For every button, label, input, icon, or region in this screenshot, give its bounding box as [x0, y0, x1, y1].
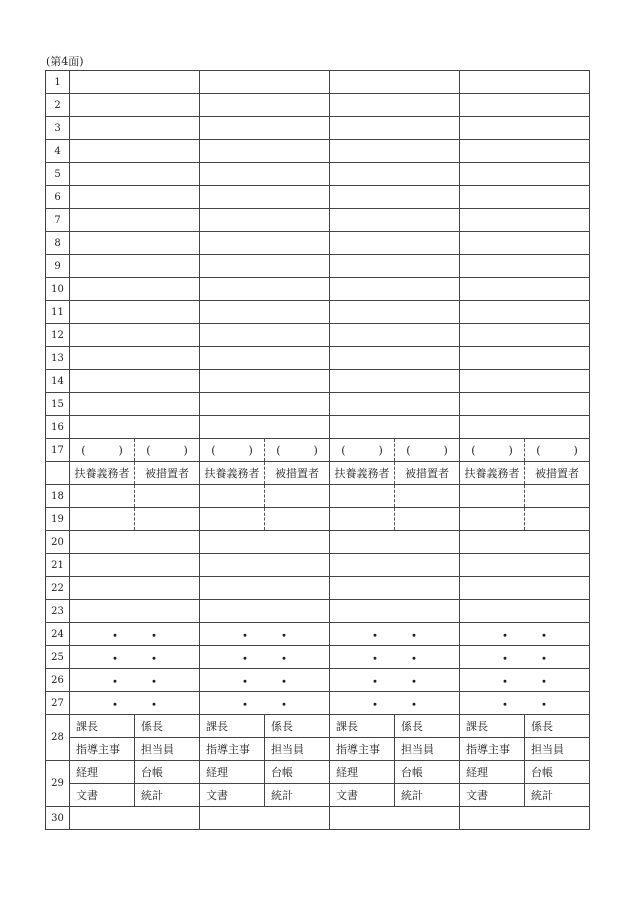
paren-field[interactable]: ( ) [460, 439, 525, 462]
row-number: 21 [46, 554, 70, 577]
date-field[interactable] [200, 669, 330, 692]
date-separator-dot: ・ [498, 674, 512, 690]
date-field[interactable] [460, 623, 590, 646]
entry-cell[interactable] [460, 600, 590, 623]
table-row [46, 692, 590, 715]
header-obligor: 扶養義務者 [330, 462, 395, 485]
entry-cell[interactable] [70, 71, 200, 94]
approval-stamp-cell[interactable]: 統計 [525, 784, 590, 807]
entry-cell[interactable] [330, 416, 460, 439]
entry-cell[interactable] [395, 485, 460, 508]
date-field[interactable] [70, 669, 200, 692]
table-row [46, 71, 590, 94]
page-title: (第4面) [46, 55, 84, 68]
date-separator-dot: ・ [368, 697, 382, 713]
date-separator-dot: ・ [537, 628, 551, 644]
approval-stamp-cell[interactable]: 統計 [135, 784, 200, 807]
entry-cell[interactable] [330, 554, 460, 577]
table-row [46, 301, 590, 324]
entry-cell[interactable] [200, 117, 330, 140]
approval-stamp-cell[interactable]: 経理 [200, 761, 265, 784]
table-row [46, 94, 590, 117]
entry-cell[interactable] [200, 508, 265, 531]
approval-stamp-cell[interactable]: 係長 [525, 715, 590, 738]
entry-cell[interactable] [200, 301, 330, 324]
entry-cell[interactable] [200, 255, 330, 278]
entry-cell[interactable] [460, 232, 590, 255]
row-number: 6 [46, 186, 70, 209]
table-row [46, 232, 590, 255]
entry-cell[interactable] [70, 140, 200, 163]
paren-field[interactable]: ( ) [135, 439, 200, 462]
row-number: 5 [46, 163, 70, 186]
entry-cell[interactable] [330, 278, 460, 301]
row-number: 25 [46, 646, 70, 669]
entry-cell[interactable] [460, 255, 590, 278]
table-row [46, 278, 590, 301]
approval-stamp-cell[interactable]: 統計 [265, 784, 330, 807]
entry-cell[interactable] [460, 554, 590, 577]
approval-stamp-cell[interactable]: 文書 [460, 784, 525, 807]
table-row [46, 209, 590, 232]
entry-cell[interactable] [70, 186, 200, 209]
table-row [46, 669, 590, 692]
entry-cell[interactable] [460, 807, 590, 830]
entry-cell[interactable] [135, 508, 200, 531]
header-placed-person: 被措置者 [265, 462, 330, 485]
table-row [46, 577, 590, 600]
entry-cell[interactable] [200, 531, 330, 554]
header-obligor: 扶養義務者 [460, 462, 525, 485]
date-separator-dot: ・ [498, 651, 512, 667]
date-separator-dot: ・ [368, 674, 382, 690]
paren-field[interactable]: ( ) [200, 439, 265, 462]
date-separator-dot: ・ [108, 628, 122, 644]
approval-stamp-cell[interactable]: 経理 [70, 761, 135, 784]
entry-cell[interactable] [265, 508, 330, 531]
row-number: 10 [46, 278, 70, 301]
entry-cell[interactable] [70, 554, 200, 577]
table-row [46, 140, 590, 163]
entry-cell[interactable] [200, 370, 330, 393]
approval-stamp-cell[interactable]: 課長 [200, 715, 265, 738]
entry-cell[interactable] [70, 117, 200, 140]
row-number: 26 [46, 669, 70, 692]
row-number: 27 [46, 692, 70, 715]
table-row [46, 623, 590, 646]
approval-stamp-cell[interactable]: 課長 [330, 715, 395, 738]
entry-cell[interactable] [200, 232, 330, 255]
approval-stamp-cell[interactable]: 担当員 [395, 738, 460, 761]
entry-cell[interactable] [330, 232, 460, 255]
row-number: 11 [46, 301, 70, 324]
approval-stamp-cell[interactable]: 台帳 [135, 761, 200, 784]
entry-cell[interactable] [460, 370, 590, 393]
entry-cell[interactable] [460, 324, 590, 347]
date-separator-dot: ・ [108, 674, 122, 690]
entry-cell[interactable] [460, 301, 590, 324]
approval-stamp-cell[interactable]: 指導主事 [200, 738, 265, 761]
entry-cell[interactable] [330, 393, 460, 416]
entry-cell[interactable] [70, 393, 200, 416]
approval-stamp-cell[interactable]: 指導主事 [460, 738, 525, 761]
approval-row [46, 715, 590, 738]
date-field[interactable] [70, 623, 200, 646]
date-field[interactable] [200, 692, 330, 715]
date-field[interactable] [330, 669, 460, 692]
table-row [46, 508, 590, 531]
entry-cell[interactable] [460, 71, 590, 94]
row-number: 16 [46, 416, 70, 439]
entry-cell[interactable] [200, 485, 265, 508]
date-separator-dot: ・ [407, 628, 421, 644]
approval-stamp-cell[interactable]: 台帳 [265, 761, 330, 784]
entry-cell[interactable] [330, 255, 460, 278]
date-separator-dot: ・ [108, 651, 122, 667]
row-number: 29 [46, 761, 70, 807]
approval-stamp-cell[interactable]: 係長 [395, 715, 460, 738]
entry-cell[interactable] [330, 117, 460, 140]
date-separator-dot: ・ [238, 651, 252, 667]
date-separator-dot: ・ [147, 697, 161, 713]
entry-cell[interactable] [330, 94, 460, 117]
date-separator-dot: ・ [537, 697, 551, 713]
row-number: 17 [46, 439, 70, 462]
date-field[interactable] [460, 669, 590, 692]
approval-row [46, 784, 590, 807]
approval-stamp-cell[interactable]: 統計 [395, 784, 460, 807]
entry-cell[interactable] [330, 324, 460, 347]
table-row [46, 807, 590, 830]
entry-cell[interactable] [200, 347, 330, 370]
entry-cell[interactable] [460, 577, 590, 600]
entry-cell[interactable] [460, 117, 590, 140]
entry-cell[interactable] [460, 347, 590, 370]
date-separator-dot: ・ [407, 651, 421, 667]
entry-cell[interactable] [200, 186, 330, 209]
row-number: 3 [46, 117, 70, 140]
entry-cell[interactable] [70, 347, 200, 370]
entry-cell[interactable] [330, 807, 460, 830]
row-number: 1 [46, 71, 70, 94]
form-table-container [45, 70, 590, 830]
date-separator-dot: ・ [147, 628, 161, 644]
entry-cell[interactable] [460, 163, 590, 186]
table-row [46, 646, 590, 669]
entry-cell[interactable] [200, 393, 330, 416]
header-placed-person: 被措置者 [525, 462, 590, 485]
date-field[interactable] [330, 623, 460, 646]
approval-stamp-cell[interactable]: 台帳 [525, 761, 590, 784]
table-row [46, 347, 590, 370]
table-row [46, 554, 590, 577]
entry-cell[interactable] [70, 577, 200, 600]
date-field[interactable] [70, 646, 200, 669]
table-row [46, 600, 590, 623]
row-number-empty [46, 462, 70, 485]
row-number: 12 [46, 324, 70, 347]
entry-cell[interactable] [460, 278, 590, 301]
table-row [46, 163, 590, 186]
approval-stamp-cell[interactable]: 係長 [135, 715, 200, 738]
form-table [45, 70, 590, 830]
row-number: 9 [46, 255, 70, 278]
entry-cell[interactable] [330, 508, 395, 531]
entry-cell[interactable] [460, 416, 590, 439]
header-placed-person: 被措置者 [395, 462, 460, 485]
entry-cell[interactable] [525, 485, 590, 508]
entry-cell[interactable] [200, 94, 330, 117]
entry-cell[interactable] [200, 163, 330, 186]
entry-cell[interactable] [200, 209, 330, 232]
entry-cell[interactable] [200, 140, 330, 163]
entry-cell[interactable] [200, 807, 330, 830]
date-separator-dot: ・ [277, 651, 291, 667]
entry-cell[interactable] [460, 393, 590, 416]
table-row [46, 324, 590, 347]
entry-cell[interactable] [70, 485, 135, 508]
row-number: 7 [46, 209, 70, 232]
header-obligor: 扶養義務者 [200, 462, 265, 485]
table-row [46, 416, 590, 439]
table-row [46, 255, 590, 278]
entry-cell[interactable] [525, 508, 590, 531]
approval-stamp-cell[interactable]: 文書 [200, 784, 265, 807]
entry-cell[interactable] [460, 186, 590, 209]
entry-cell[interactable] [200, 278, 330, 301]
entry-cell[interactable] [330, 71, 460, 94]
paren-field[interactable]: ( ) [70, 439, 135, 462]
date-separator-dot: ・ [147, 674, 161, 690]
entry-cell[interactable] [330, 370, 460, 393]
entry-cell[interactable] [70, 163, 200, 186]
row-number: 18 [46, 485, 70, 508]
date-separator-dot: ・ [498, 628, 512, 644]
date-field[interactable] [70, 692, 200, 715]
paren-field[interactable]: ( ) [330, 439, 395, 462]
date-separator-dot: ・ [368, 651, 382, 667]
entry-cell[interactable] [200, 554, 330, 577]
entry-cell[interactable] [135, 485, 200, 508]
entry-cell[interactable] [460, 531, 590, 554]
entry-cell[interactable] [330, 301, 460, 324]
entry-cell[interactable] [330, 600, 460, 623]
date-field[interactable] [460, 692, 590, 715]
row-number: 23 [46, 600, 70, 623]
row-number: 19 [46, 508, 70, 531]
approval-stamp-cell[interactable]: 課長 [70, 715, 135, 738]
entry-cell[interactable] [70, 255, 200, 278]
header-placed-person: 被措置者 [135, 462, 200, 485]
date-field[interactable] [330, 646, 460, 669]
entry-cell[interactable] [460, 94, 590, 117]
paren-field[interactable]: ( ) [265, 439, 330, 462]
date-separator-dot: ・ [277, 674, 291, 690]
table-row [46, 531, 590, 554]
entry-cell[interactable] [330, 485, 395, 508]
table-row [46, 186, 590, 209]
date-separator-dot: ・ [108, 697, 122, 713]
header-obligor: 扶養義務者 [70, 462, 135, 485]
table-row [46, 117, 590, 140]
entry-cell[interactable] [330, 140, 460, 163]
approval-stamp-cell[interactable]: 文書 [70, 784, 135, 807]
approval-stamp-cell[interactable]: 係長 [265, 715, 330, 738]
table-row [46, 485, 590, 508]
entry-cell[interactable] [70, 324, 200, 347]
date-separator-dot: ・ [407, 674, 421, 690]
date-field[interactable] [200, 646, 330, 669]
date-separator-dot: ・ [368, 628, 382, 644]
entry-cell[interactable] [70, 600, 200, 623]
entry-cell[interactable] [70, 508, 135, 531]
approval-row [46, 738, 590, 761]
entry-cell[interactable] [70, 370, 200, 393]
entry-cell[interactable] [70, 416, 200, 439]
entry-cell[interactable] [70, 278, 200, 301]
date-separator-dot: ・ [407, 697, 421, 713]
row-number: 28 [46, 715, 70, 761]
approval-stamp-cell[interactable]: 経理 [460, 761, 525, 784]
row-number: 22 [46, 577, 70, 600]
row-number: 14 [46, 370, 70, 393]
entry-cell[interactable] [460, 485, 525, 508]
row-number: 4 [46, 140, 70, 163]
date-separator-dot: ・ [498, 697, 512, 713]
entry-cell[interactable] [460, 140, 590, 163]
date-field[interactable] [200, 623, 330, 646]
entry-cell[interactable] [330, 209, 460, 232]
approval-stamp-cell[interactable]: 指導主事 [70, 738, 135, 761]
approval-row [46, 761, 590, 784]
row-number: 13 [46, 347, 70, 370]
row-number: 24 [46, 623, 70, 646]
entry-cell[interactable] [330, 531, 460, 554]
approval-stamp-cell[interactable]: 文書 [330, 784, 395, 807]
date-separator-dot: ・ [277, 628, 291, 644]
entry-cell[interactable] [265, 485, 330, 508]
entry-cell[interactable] [200, 577, 330, 600]
entry-cell[interactable] [70, 807, 200, 830]
date-separator-dot: ・ [238, 697, 252, 713]
approval-stamp-cell[interactable]: 担当員 [525, 738, 590, 761]
approval-stamp-cell[interactable]: 台帳 [395, 761, 460, 784]
sub-header-row [46, 462, 590, 485]
date-separator-dot: ・ [537, 651, 551, 667]
approval-stamp-cell[interactable]: 経理 [330, 761, 395, 784]
entry-cell[interactable] [395, 508, 460, 531]
entry-cell[interactable] [330, 186, 460, 209]
entry-cell[interactable] [70, 94, 200, 117]
row-number: 2 [46, 94, 70, 117]
entry-cell[interactable] [200, 71, 330, 94]
row-number: 20 [46, 531, 70, 554]
paren-field[interactable]: ( ) [525, 439, 590, 462]
entry-cell[interactable] [70, 531, 200, 554]
date-separator-dot: ・ [238, 674, 252, 690]
paren-field[interactable]: ( ) [395, 439, 460, 462]
approval-stamp-cell[interactable]: 指導主事 [330, 738, 395, 761]
approval-stamp-cell[interactable]: 課長 [460, 715, 525, 738]
date-field[interactable] [330, 692, 460, 715]
approval-stamp-cell[interactable]: 担当員 [135, 738, 200, 761]
entry-cell[interactable] [460, 209, 590, 232]
entry-cell[interactable] [70, 209, 200, 232]
entry-cell[interactable] [330, 577, 460, 600]
date-field[interactable] [460, 646, 590, 669]
date-separator-dot: ・ [147, 651, 161, 667]
approval-stamp-cell[interactable]: 担当員 [265, 738, 330, 761]
row-number: 30 [46, 807, 70, 830]
entry-cell[interactable] [200, 416, 330, 439]
entry-cell[interactable] [70, 301, 200, 324]
date-separator-dot: ・ [277, 697, 291, 713]
entry-cell[interactable] [330, 163, 460, 186]
row-number: 15 [46, 393, 70, 416]
entry-cell[interactable] [70, 232, 200, 255]
table-row [46, 393, 590, 416]
date-separator-dot: ・ [537, 674, 551, 690]
entry-cell[interactable] [330, 347, 460, 370]
entry-cell[interactable] [200, 600, 330, 623]
row-number: 8 [46, 232, 70, 255]
entry-cell[interactable] [200, 324, 330, 347]
entry-cell[interactable] [460, 508, 525, 531]
table-row [46, 370, 590, 393]
table-row [46, 439, 590, 462]
date-separator-dot: ・ [238, 628, 252, 644]
